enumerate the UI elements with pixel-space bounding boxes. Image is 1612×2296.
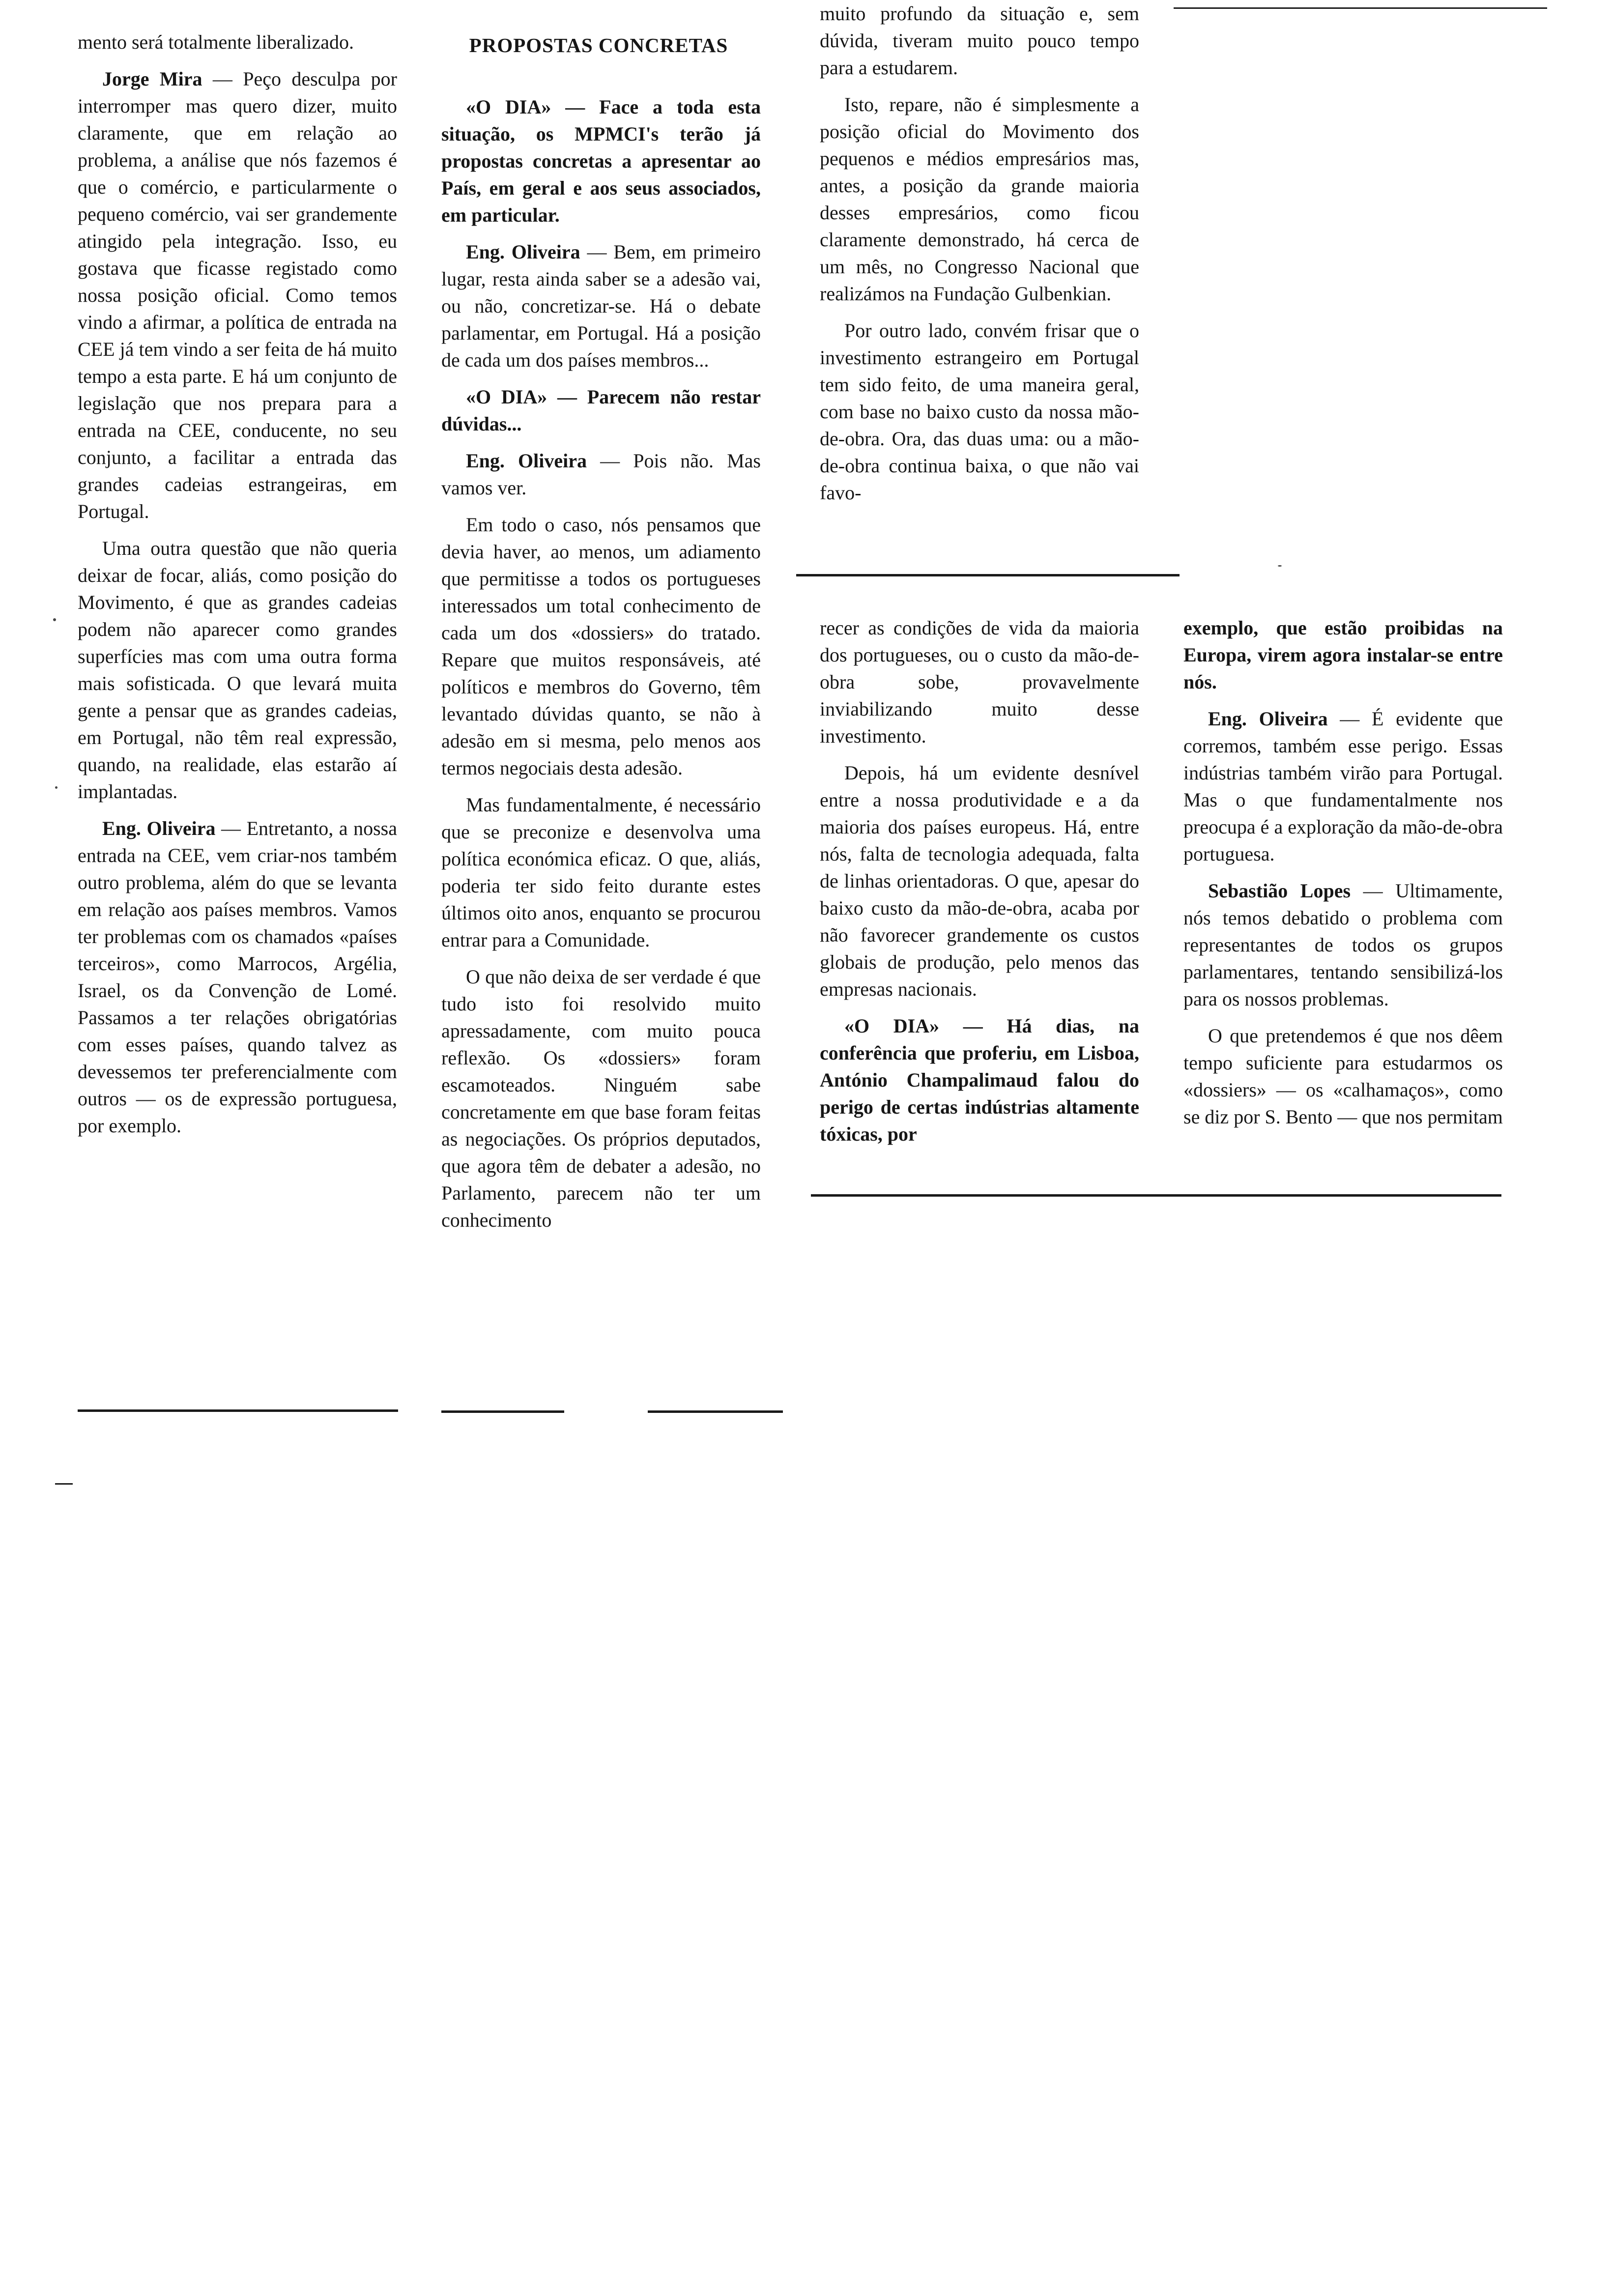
speaker-name: Sebastião Lopes <box>1208 880 1351 902</box>
question-paragraph: exemplo, que estão proibidas na Europa, virem agora instalar-se entre nós. <box>1183 617 1503 693</box>
article-column-4 <box>820 614 1139 1148</box>
paragraph <box>78 815 397 1139</box>
column-end-rule <box>648 1410 783 1413</box>
paragraph-text: — Ultimamente, nós temos debatido o problema com representantes de todos os grupos parlamentares, tentando sensibilizá-los para os nossos problemas. <box>1183 880 1503 1010</box>
paragraph-text: — É evidente que corremos, também esse perigo. Essas indústrias também virão para Portugal. Mas o que fundamentalmente nos preocupa é a exploração da mão-de-obra portuguesa. <box>1183 708 1503 865</box>
paragraph: Isto, repare, não é simplesmente a posição oficial do Movimento dos pequenos e médios empresários mas, antes, a posição da grande maioria desses empresários, como ficou claramente demonstrado, há cerca de um mês, no Congresso Nacional que realizámos na Fundação Gulbenkian. <box>820 93 1139 305</box>
paragraph: muito profundo da situação e, sem dúvida, tiveram muito pouco tempo para a estudarem. <box>820 2 1139 79</box>
column-end-rule <box>811 1194 1501 1197</box>
article-column-1 <box>78 29 397 1139</box>
scan-speck <box>53 618 56 621</box>
paragraph-text: — Entretanto, a nossa entrada na CEE, vem criar-nos também outro problema, além do que se levanta em relação aos países membros. Vamos ter problemas com os chamados «países terceiros», como Marrocos, Argélia, Israel, os da Convenção de Lomé. Passamos a ter relações obrigatórias com esses países, quando talvez as devessemos ter preferencialmente com outros — os de expressão portuguesa, por exemplo. <box>78 817 397 1137</box>
paragraph-text: — Pois não. Mas vamos ver. <box>441 450 761 499</box>
article-column-2 <box>441 93 761 1234</box>
speaker-name: Jorge Mira <box>102 68 202 90</box>
scan-mark <box>55 1483 73 1485</box>
paragraph: Depois, há um evidente desnível entre a nossa produtividade e a da maioria dos países europeus. Há, entre nós, falta de tecnologia adequada, falta de linhas orientadoras. O que, apesar do baixo custo da mão-de-obra, acaba por não favorecer grandemente os custos globais de produção, pelo menos das empresas nacionais. <box>820 762 1139 1000</box>
paragraph-text: — Peço desculpa por interromper mas quero dizer, muito claramente, que em relação ao problema, a análise que nós fazemos é que o comércio, e particularmente o pequeno comércio, vai ser grandemente atingido pela integração. Isso, eu gostava que ficasse registado como nossa posição oficial. Como temos vindo a afirmar, a política de entrada na CEE já tem vindo a ser feita de há muito tempo a esta parte. E há um conjunto de legislação que nos prepara para a entrada na CEE, conducente, no seu conjunto, a facilitar a entrada das grandes cadeias estrangeiras, em Portugal. <box>78 68 397 522</box>
speaker-name: Eng. Oliveira <box>102 817 216 839</box>
question-paragraph: «O DIA» — Há dias, na conferência que proferiu, em Lisboa, António Champalimaud falou do perigo de certas indústrias altamente tóxicas, por <box>820 1015 1139 1145</box>
column-end-rule <box>441 1410 564 1413</box>
paragraph <box>441 238 761 373</box>
paragraph <box>78 65 397 525</box>
paragraph: Uma outra questão que não queria deixar de focar, aliás, como posição do Movimento, é que as grandes cadeias podem não aparecer como grandes superfícies mas com uma outra forma mais sofisticada. O que levará muita gente a pensar que as grandes cadeias, em Portugal, não têm real expressão, quando, na realidade, elas estarão aí implantadas. <box>78 537 397 803</box>
paragraph: Em todo o caso, nós pensamos que devia haver, ao menos, um adiamento que permitisse a todos os portugueses interessados um total conhecimento de cada um dos «dossiers» do tratado. Repare que muitos responsáveis, até políticos e membros do Governo, têm levantado dúvidas quanto, se não à adesão em si mesma, pelo menos aos termos negociais desta adesão. <box>441 514 761 779</box>
section-divider-rule <box>796 574 1180 576</box>
paragraph: O que pretendemos é que nos dêem tempo suficiente para estudarmos os «dossiers» — os «calhamaços», como se diz por S. Bento — que nos permitam <box>1183 1025 1503 1128</box>
scan-speck <box>55 786 58 789</box>
paragraph: recer as condições de vida da maioria dos portugueses, ou o custo da mão-de-obra sobe, provavelmente inviabilizando muito desse investimento. <box>820 617 1139 747</box>
paragraph <box>441 447 761 501</box>
paragraph: mento será totalmente liberalizado. <box>78 31 354 53</box>
scan-speck <box>1278 565 1282 567</box>
article-column-5 <box>1183 614 1503 1130</box>
speaker-name: Eng. Oliveira <box>466 241 580 263</box>
top-rule <box>1174 7 1547 9</box>
column-end-rule <box>78 1409 398 1412</box>
article-column-3 <box>820 0 1139 506</box>
paragraph <box>1183 877 1503 1012</box>
speaker-name: Eng. Oliveira <box>1208 708 1328 730</box>
section-heading: PROPOSTAS CONCRETAS <box>469 34 728 57</box>
paragraph <box>1183 705 1503 867</box>
paragraph: O que não deixa de ser verdade é que tudo isto foi resolvido muito apressadamente, com muito pouca reflexão. Os «dossiers» foram escamoteados. Ninguém sabe concretamente em que base foram feitas as negociações. Os próprios deputados, que agora têm de debater a adesão, no Parlamento, parecem não ter um conhecimento <box>441 966 761 1231</box>
paragraph-text: — Bem, em primeiro lugar, resta ainda saber se a adesão vai, ou não, concretizar-se. Há o debate parlamentar, em Portugal. Há a posição de cada um dos países membros... <box>441 241 761 371</box>
paragraph: Mas fundamentalmente, é necessário que se preconize e desenvolva uma política económica eficaz. O que, aliás, poderia ter sido feito durante estes últimos oito anos, enquanto se procurou entrar para a Comunidade. <box>441 794 761 951</box>
question-paragraph: «O DIA» — Parecem não restar dúvidas... <box>441 386 761 435</box>
question-paragraph: «O DIA» — Face a toda esta situação, os MPMCI's terão já propostas concretas a apresentar ao País, em geral e aos seus associados, em particular. <box>441 96 761 226</box>
paragraph: Por outro lado, convém frisar que o investimento estrangeiro em Portugal tem sido feito, de uma maneira geral, com base no baixo custo da nossa mão-de-obra. Ora, das duas uma: ou a mão-de-obra continua baixa, o que não vai favo- <box>820 319 1139 504</box>
speaker-name: Eng. Oliveira <box>466 450 587 472</box>
